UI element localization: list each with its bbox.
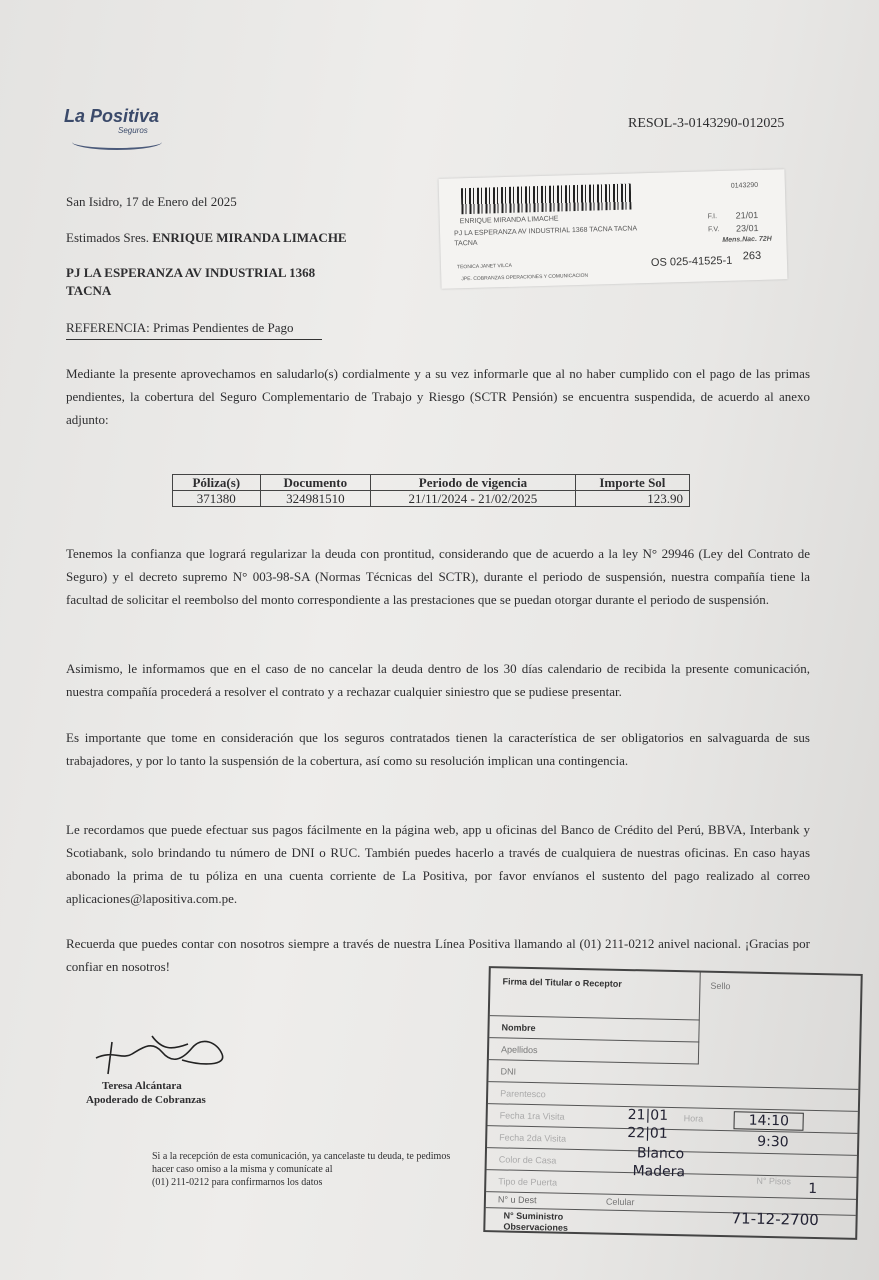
fv-label: F.V. — [707, 226, 720, 234]
signatory-title: Apoderado de Cobranzas — [86, 1094, 206, 1106]
stamp-parentesco: Parentesco — [488, 1082, 858, 1112]
stamp-pisos: N° Pisos — [756, 1175, 792, 1187]
stamp-nombre: Nombre — [489, 1016, 699, 1042]
cell-periodo: 21/11/2024 - 21/02/2025 — [371, 491, 576, 507]
stamp-observaciones: Observaciones — [503, 1221, 569, 1233]
handwritten-tipo: Madera — [632, 1163, 686, 1181]
label-code: 0143290 — [730, 181, 759, 190]
address-line1: PJ LA ESPERANZA AV INDUSTRIAL 1368 — [66, 265, 316, 280]
paragraph-4: Es importante que tome en consideración que los seguros contratados tienen la característica de ser obligatorios en salvaguarda de sus trabajadores, y por lo tanto la suspensión de la cobertura, así como su resolución implican una contingencia. — [66, 730, 810, 768]
barcode-icon — [461, 183, 632, 214]
recipient-name: ENRIQUE MIRANDA LIMACHE — [152, 230, 347, 245]
fi-label: F.I. — [707, 213, 718, 221]
footer-line1: Si a la recepción de esta comunicación, ya cancelaste tu deuda, te pedimos hacer caso omiso a la misma y comunícate al — [152, 1151, 451, 1175]
footer-line2: (01) 211-0212 para confirmarnos los datos — [152, 1177, 323, 1188]
company-logo: La Positiva — [64, 106, 160, 126]
stamp-hora: Hora — [683, 1113, 704, 1124]
cell-poliza: 371380 — [173, 491, 261, 507]
policy-table — [172, 474, 690, 507]
paragraph-1: Mediante la presente aprovechamos en saludarlo(s) cordialmente y a su vez informarle que al no haber cumplido con el pago de las primas pendientes, la cobertura del Seguro Complementario de Trabajo y Riesgo (SCTR Pensión) se encuentra suspendida, de acuerdo al anexo adjunto: — [66, 366, 810, 427]
cell-documento: 324981510 — [260, 491, 371, 507]
footer-note — [152, 1150, 472, 1189]
stamp-fecha1: Fecha 1ra Visita — [487, 1104, 857, 1134]
header-periodo: Periodo de vigencia — [371, 475, 576, 491]
greeting — [66, 226, 347, 249]
stamp-dni: DNI — [488, 1060, 858, 1090]
handwritten-hora1: 14:10 — [733, 1111, 804, 1130]
mailing-label — [439, 169, 788, 289]
paragraph-2: Tenemos la confianza que logrará regularizar la deuda con prontitud, considerando que de acuerdo a la ley N° 29946 (Ley del Contrato de Seguro) y el decreto supremo N° 003-98-SA (Normas Técnicas del SCTR), durante el periodo de suspensión, nuestra compañía tiene la facultad de solicitar el reembolso del monto correspondiente a las prestaciones que se puedan otorgar durante el periodo de suspensión. — [66, 546, 810, 607]
handwritten-fecha2: 22|01 — [627, 1125, 668, 1142]
cell-importe: 123.90 — [575, 491, 689, 507]
paragraph-6: Recuerda que puedes contar con nosotros siempre a través de nuestra Línea Positiva llamando al (01) 211-0212 anivel nacional. ¡Gracias por confiar en nosotros! — [66, 936, 810, 974]
label-name: ENRIQUE MIRANDA LIMACHE — [459, 215, 559, 226]
address-line2: TACNA — [66, 283, 112, 298]
handwritten-suministro: 71-12-2700 — [731, 1209, 819, 1230]
delivery-stamp — [483, 966, 862, 1240]
resolution-number: RESOL-3-0143290-012025 — [628, 116, 785, 131]
label-line1: TEONICA JANET VILCA — [456, 262, 512, 271]
logo-swoosh-icon — [72, 134, 162, 150]
stamp-sello: Sello — [710, 980, 731, 992]
header-documento: Documento — [260, 475, 371, 491]
label-address: PJ LA ESPERANZA AV INDUSTRIAL 1368 TACNA TACNA — [453, 225, 638, 238]
handwritten-color: Blanco — [636, 1145, 685, 1163]
signatory-name: Teresa Alcántara — [102, 1080, 182, 1092]
letter-date: San Isidro, 17 de Enero del 2025 — [66, 194, 237, 209]
paragraph-5: Le recordamos que puede efectuar sus pagos fácilmente en la página web, app u oficinas del Banco de Crédito del Perú, BBVA, Interbank y Scotiabank, solo brindando tu número de DNI o RUC. También puedes hacerlo a través de cualquiera de nuestras oficinas. En caso hayas abonado la prima de tu póliza en una cuenta corriente de La Positiva, por favor envíanos el sustento del pago realizado al correo aplicaciones@lapositiva.com.pe. — [66, 822, 810, 906]
fv-value: 23/01 — [735, 222, 759, 234]
handwritten-fecha1: 21|01 — [627, 1107, 669, 1124]
stamp-fecha2: Fecha 2da Visita — [487, 1126, 857, 1156]
label-address2: TACNA — [454, 239, 478, 248]
logo-subtitle: Seguros — [118, 126, 148, 135]
handwritten-pisos: 1 — [808, 1180, 818, 1198]
address — [66, 264, 315, 300]
stamp-suministro: N° Suministro — [503, 1210, 564, 1222]
table-header-row — [173, 475, 690, 491]
paragraph-3: Asimismo, le informamos que en el caso de no cancelar la deuda dentro de los 30 días calendario de recibida la presente comunicación, nuestra compañía procederá a resolver el contrato y a rechazar cualquier siniestro que se pudiese presentar. — [66, 661, 810, 699]
table-row — [173, 491, 690, 507]
label-number: 263 — [742, 249, 762, 263]
reference: REFERENCIA: Primas Pendientes de Pago — [66, 316, 322, 340]
signature-icon — [92, 1030, 232, 1082]
stamp-tipo: Tipo de Puerta — [486, 1170, 856, 1200]
stamp-dest: N° u Dest — [486, 1192, 856, 1216]
label-line2: JPE. COBRANZAS OPERACIONES Y COMUNICACION — [461, 272, 589, 283]
stamp-celular: Celular — [605, 1196, 635, 1208]
header-poliza: Póliza(s) — [173, 475, 261, 491]
stamp-firma: Firma del Titular o Receptor — [490, 968, 701, 1020]
header-importe: Importe Sol — [575, 475, 689, 491]
handwritten-hora2: 9:30 — [757, 1133, 789, 1151]
service-type: Mens.Nac. 72H — [722, 235, 772, 244]
greeting-prefix: Estimados Sres. — [66, 230, 150, 245]
stamp-color: Color de Casa — [487, 1148, 857, 1178]
fi-value: 21/01 — [735, 209, 759, 221]
stamp-apellidos: Apellidos — [489, 1038, 699, 1064]
os-number: OS 025-41525-1 — [650, 254, 733, 269]
